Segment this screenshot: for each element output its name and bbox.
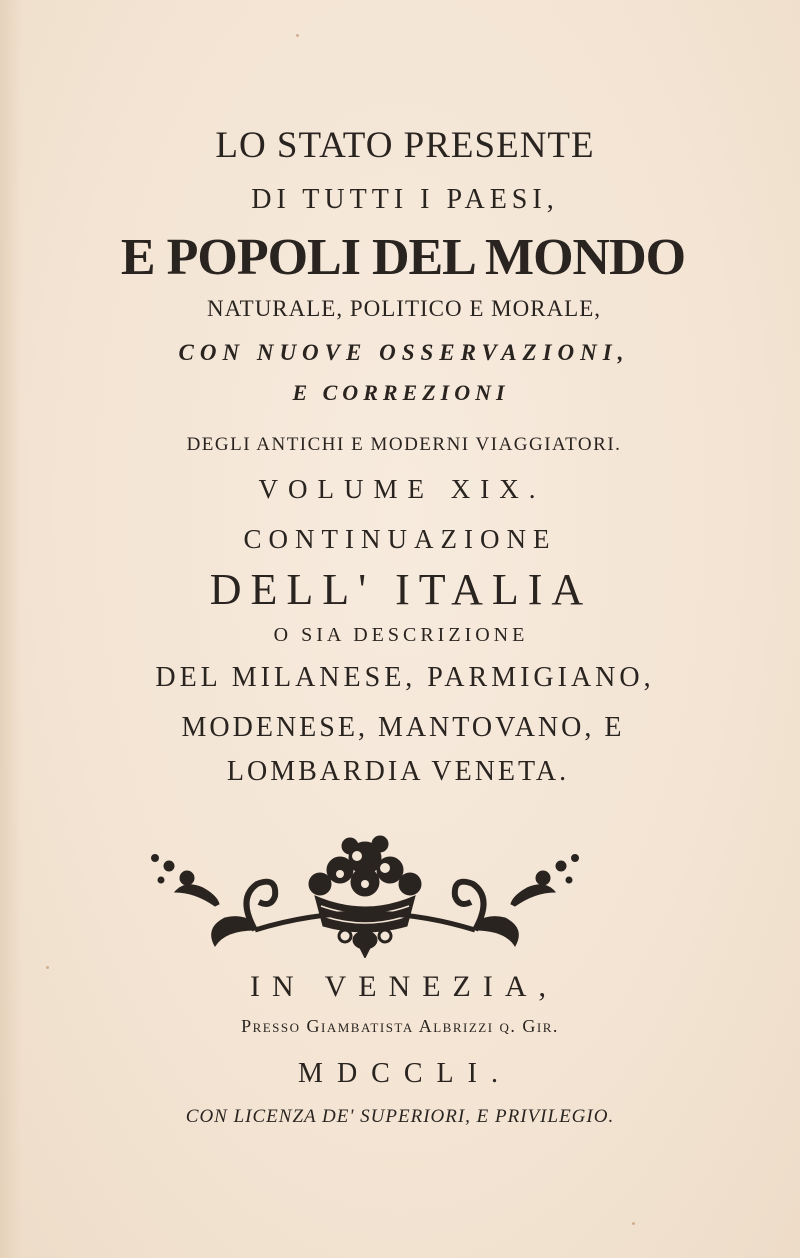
subtitle-correzioni: E CORREZIONI xyxy=(292,380,510,405)
continuation-label: CONTINUAZIONE xyxy=(243,524,557,554)
title-line-tutti-paesi: DI TUTTI I PAESI, xyxy=(251,184,559,215)
description-intro: O SIA DESCRIZIONE xyxy=(273,624,529,646)
subtitle-naturale: NATURALE, POLITICO E MORALE, xyxy=(206,296,602,321)
paper-speck xyxy=(632,1222,635,1225)
volume-number: VOLUME XIX. xyxy=(258,474,546,504)
imprint-license: CON LICENZA DE' SUPERIORI, E PRIVILEGIO. xyxy=(185,1106,615,1127)
paper-speck xyxy=(296,34,299,37)
title-line-stato-presente: LO STATO PRESENTE xyxy=(215,125,595,166)
subtitle-osservazioni: CON NUOVE OSSERVAZIONI, xyxy=(178,340,630,365)
regions-line-3: LOMBARDIA VENETA. xyxy=(226,756,570,787)
paper-speck xyxy=(46,966,49,969)
flower-basket-ornament-icon xyxy=(145,818,585,958)
subtitle-viaggiatori: DEGLI ANTICHI E MODERNI VIAGGIATORI. xyxy=(186,434,622,455)
imprint-publisher: Presso Giambatista Albrizzi q. Gir. xyxy=(241,1016,559,1036)
imprint-year: MDCCLI. xyxy=(298,1058,512,1089)
subject-italia: DELL' ITALIA xyxy=(209,565,593,614)
regions-line-2: MODENESE, MANTOVANO, E xyxy=(181,712,625,743)
regions-line-1: DEL MILANESE, PARMIGIANO, xyxy=(155,662,655,693)
title-line-popoli-del-mondo: E POPOLI DEL MONDO xyxy=(120,229,686,286)
imprint-place: IN VENEZIA, xyxy=(249,970,559,1003)
